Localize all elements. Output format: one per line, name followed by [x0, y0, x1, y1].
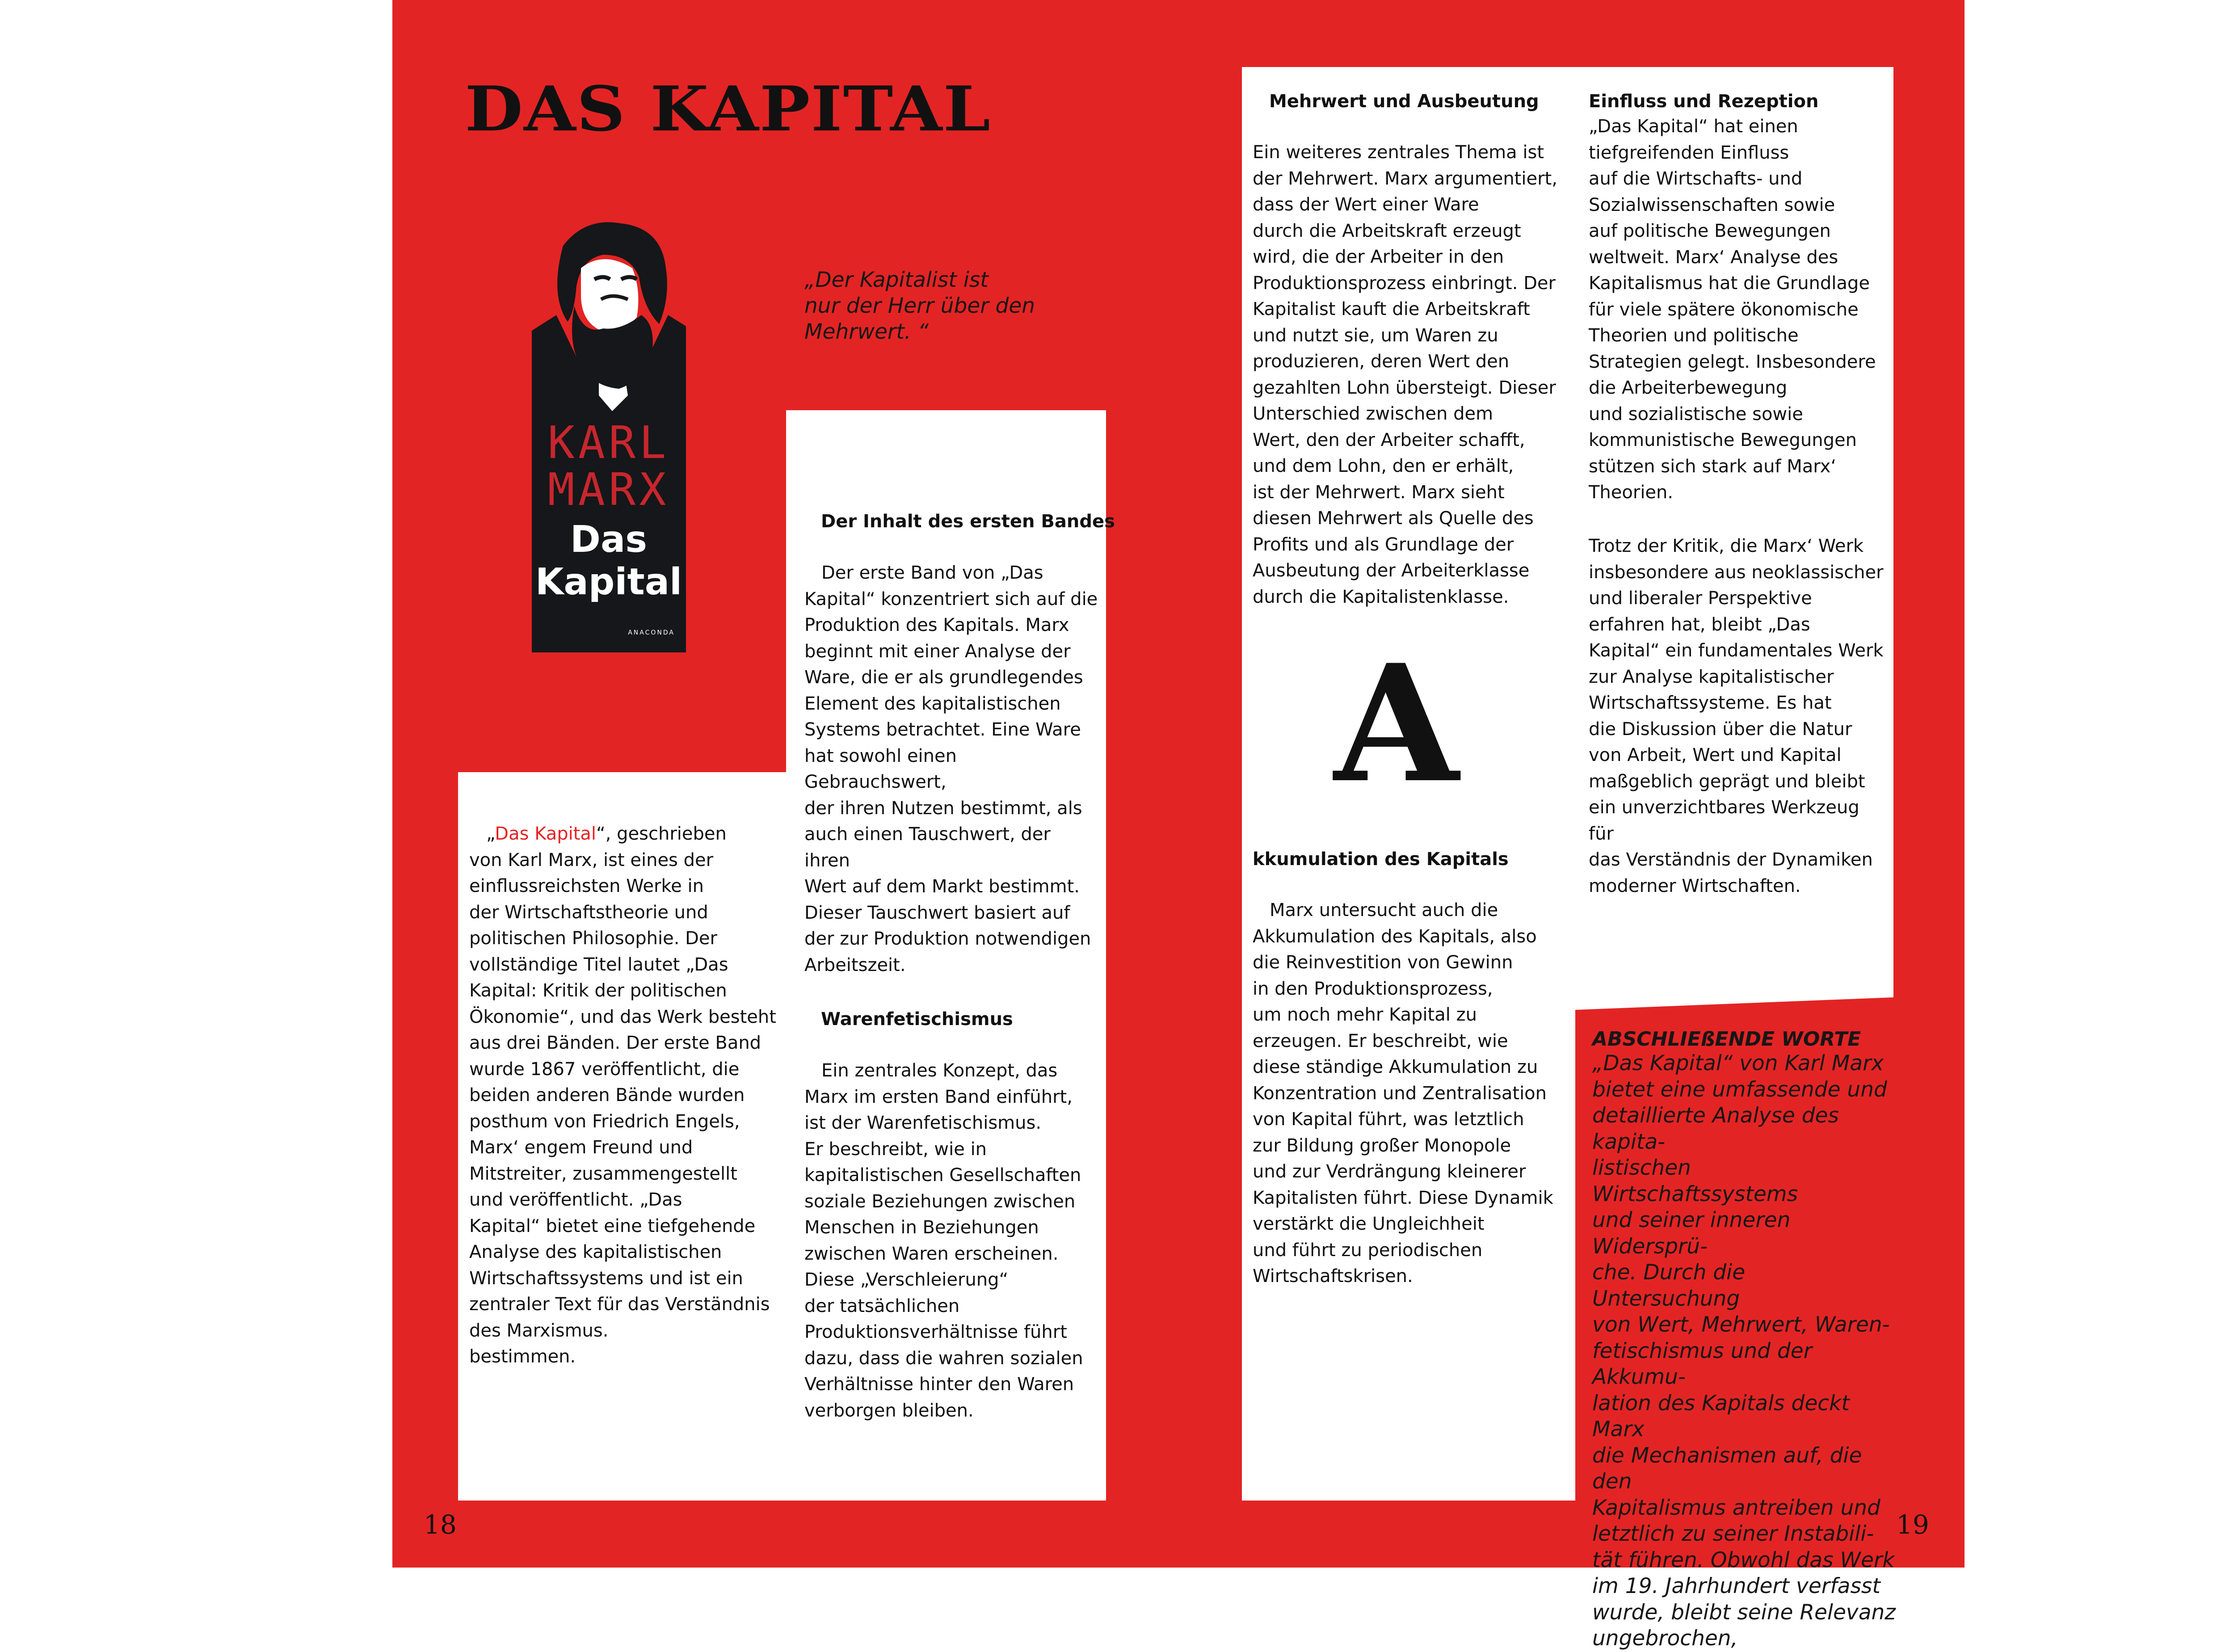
cover-title-line1: Das [570, 518, 648, 561]
section-text-mehrwert: Ein weiteres zentrales Thema ist der Mehrwert. Marx argumentiert, dass der Wert einer Ware durch die Arbeitskraft erzeugt wird, die der Arbeiter in den Produktionsprozess einbringt. Der Kapitalist kauft die Arbeitskraft und nutzt sie, um Waren zu produzieren, deren Wert den gezahlten Lohn übersteigt. Dieser Unterschied zwischen dem Wert, den der Arbeiter schafft, und dem Lohn, den er erhält, ist der Mehrwert. Marx sieht diesen Mehrwert als Quelle des Profits und als Grundlage der Ausbeutung der Arbeiterklasse durch die Kapitalistenklasse. [1253, 142, 1557, 607]
intro-text [469, 821, 778, 1370]
page-title: DAS KAPITAL [465, 73, 991, 145]
cover-author-line1: KARL [547, 416, 670, 469]
closing-text: „Das Kapital“ von Karl Marx bietet eine umfassende und detaillierte Analyse des kapita- listischen Wirtschaftssystems und seiner inneren Widersprü- che. Durch die Untersuchung von Wert, Mehrwert, Waren- fetischismus und der Akkumu- lation des Kapitals deckt Marx die Mechanismen auf, die den Kapitalismus antreiben und letztlich zu seiner Instabili- tät führen. Obwohl das Werk im 19. Jahrhundert verfasst wurde, bleibt seine Relevanz ungebrochen, [1592, 1051, 1896, 1651]
section-text-akkumulation: Marx untersucht auch die Akkumulation des Kapitals, also die Reinvestition von Gewinn in den Produktionsprozess, um noch mehr Kapital zu erzeugen. Er beschreibt, wie diese ständige Akkumulation zu Konzentration und Zentralisation von Kapital führt, was letztlich zur Bildung großer Monopole und zur Verdrängung kleinerer Kapitalisten führt. Diese Dynamik verstärkt die Ungleichheit und führt zu periodischen Wirtschaftskrisen. [1253, 900, 1553, 1286]
cover-title-line2: Kapital [535, 561, 682, 603]
cover-author-line2: MARX [547, 463, 670, 516]
section-text-inhalt: Der erste Band von „Das Kapital“ konzentriert sich auf die Produktion des Kapitals. Marx beginnt mit einer Analyse der Ware, die er als grundlegendes Element des kapitalistischen Systems betrachtet. Eine Ware hat sowohl einen Gebrauchswert, der ihren Nutzen bestimmt, als auch einen Tauschwert, der ihren Wert auf dem Markt bestimmt. Dieser Tauschwert basiert auf der zur Produktion notwendigen Arbeitszeit. [804, 563, 1098, 975]
intro-rest: “, geschrieben von Karl Marx, ist eines der einflussreichsten Werke in der Wirtschaftstheorie und politischen Philosophie. Der vollständige Titel lautet „Das Kapital: Kritik der politischen Ökonomie“, und das Werk besteht aus drei Bänden. Der erste Band wurde 1867 veröffentlicht, die beiden anderen Bände wurden posthum von Friedrich Engels, Marx‘ engem Freund und Mitstreiter, zusammengestellt und veröffentlicht. „Das Kapital“ bietet eine tiefgehende Analyse des kapitalistischen Wirtschaftssystems und ist ein zentraler Text für das Verständnis des Marxismus. bestimmen. [469, 824, 776, 1367]
intro-highlight: Das Kapital [495, 824, 597, 844]
section-text-einfluss-2: Trotz der Kritik, die Marx‘ Werk insbesondere aus neoklassischer und liberaler Perspektive erfahren hat, bleibt „Das Kapital“ ein fundamentales Werk zur Analyse kapitalistischer Wirtschaftssysteme. Es hat die Diskussion über die Natur von Arbeit, Wert und Kapital maßgeblich geprägt und bleibt ein unverzichtbares Werkzeug für das Verständnis der Dynamiken moderner Wirtschaften. [1589, 536, 1884, 896]
cover-publisher: ANACONDA [628, 629, 675, 636]
page-number-left: 18 [424, 1509, 457, 1540]
page-number-right: 19 [1896, 1509, 1929, 1540]
section-text-warenfetisch: Ein zentrales Konzept, das Marx im ersten Band einführt, ist der Warenfetischismus. Er beschreibt, wie in kapitalistischen Gesellschaften soziale Beziehungen zwischen Menschen in Beziehungen zwischen Waren erscheinen. Diese „Verschleierung“ der tatsächlichen Produktionsverhältnisse führt dazu, dass die wahren sozialen Verhältnisse hinter den Waren verborgen bleiben. [804, 1060, 1083, 1421]
intro-open-quote: „ [486, 824, 495, 844]
drop-cap: A [1334, 629, 1459, 818]
section-heading-einfluss: Einfluss und Rezeption [1589, 91, 1819, 112]
book-cover-illustration [532, 219, 693, 652]
closing-heading: ABSCHLIEßENDE WORTE [1592, 1028, 1861, 1051]
section-text-einfluss: „Das Kapital“ hat einen tiefgreifenden Einfluss auf die Wirtschafts- und Sozialwissenschaften sowie auf politische Bewegungen weltweit. Marx‘ Analyse des Kapitalismus hat die Grundlage für viele spätere ökonomische Theorien und politische Strategien gelegt. Insbesondere die Arbeiterbewegung und sozialistische sowie kommunistische Bewegungen stützen sich stark auf Marx‘ Theorien. [1589, 116, 1876, 503]
pull-quote: „Der Kapitalist ist nur der Herr über den Mehrwert. “ [804, 268, 1035, 344]
section-heading-inhalt: Der Inhalt des ersten Bandes [821, 511, 1115, 532]
section-heading-akkumulation: kkumulation des Kapitals [1253, 849, 1509, 870]
section-heading-warenfetisch: Warenfetischismus [821, 1009, 1013, 1030]
section-heading-mehrwert: Mehrwert und Ausbeutung [1269, 91, 1539, 112]
